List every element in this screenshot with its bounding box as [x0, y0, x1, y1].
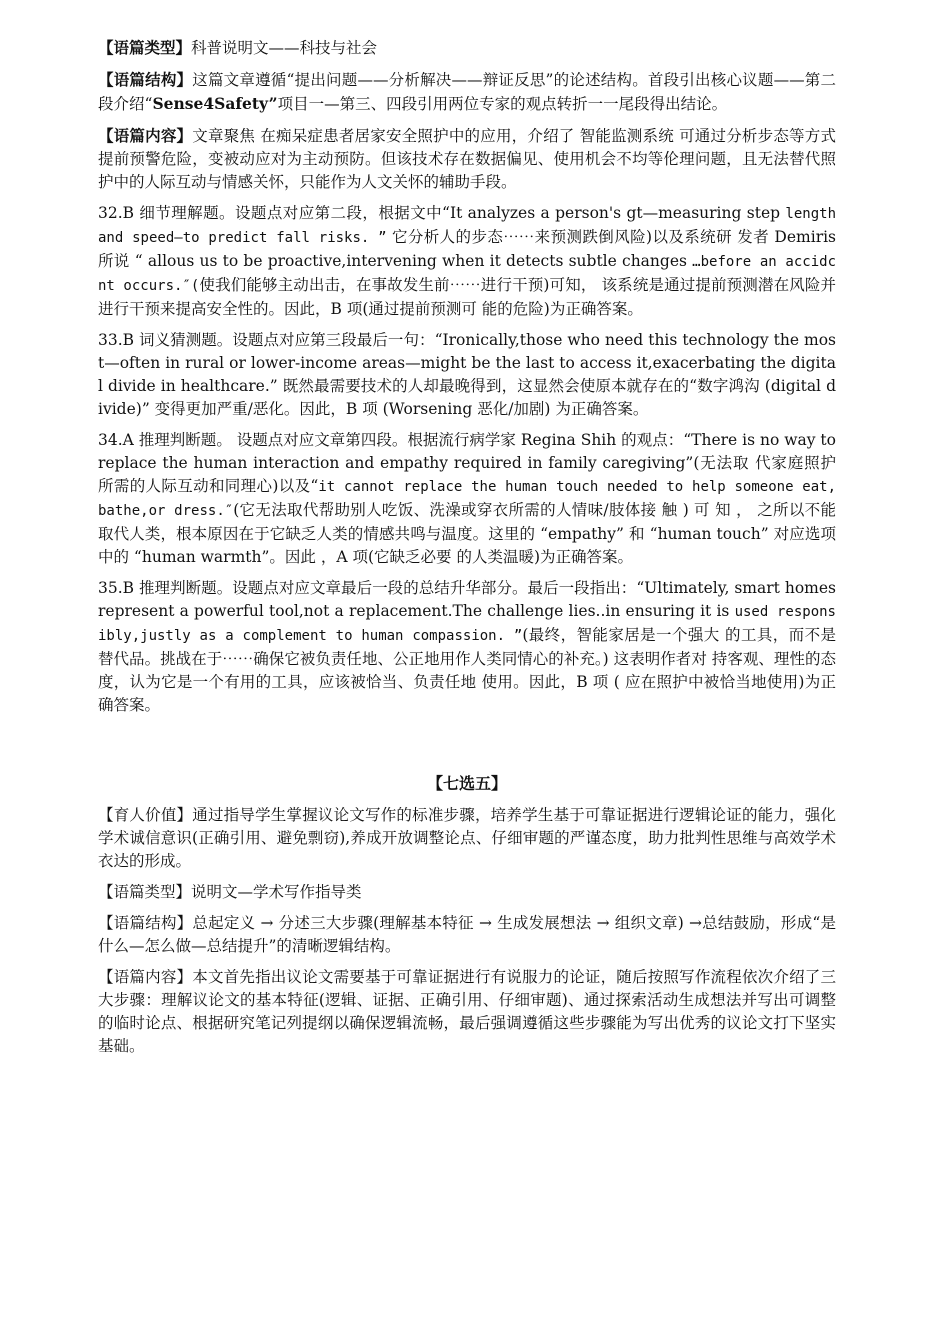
document-page: [98, 36, 836, 1066]
passage-content-2-label: 【语篇内容】: [98, 968, 193, 986]
passage-structure-2-label: 【语篇结构】: [98, 914, 193, 932]
passage-structure-2-paragraph: [98, 912, 836, 958]
answer-35-paragraph: [98, 577, 836, 717]
passage-type-2-paragraph: [98, 881, 836, 904]
answer-33-paragraph: [98, 329, 836, 421]
answer-32-paragraph: [98, 202, 836, 321]
passage-structure-label: 【语篇结构】: [98, 70, 193, 89]
passage-content-2-text: 本文首先指出议论文需要基于可靠证据进行有说服力的论证，随后按照写作流程依次介绍了三大步骤：理解议论文的基本特征(逻辑、证据、正确引用、仔细审题)、通过探索活动生成想法并写出可调整的临时论点、根据研究笔记列提纲以确保逻辑流畅，最后强调遵循这些步骤能为写出优秀的议论文打下坚实基础。: [98, 968, 836, 1055]
passage-content-2-paragraph: [98, 966, 836, 1058]
passage-structure-text-after: 项目一—第三、四段引用两位专家的观点转折一一尾段得出结论。: [277, 95, 728, 113]
educational-value-label: 【育人价值】: [98, 806, 193, 824]
project-name: Sense4Safety”: [152, 94, 278, 113]
answer-35-part2: used responsibly,justly as a complement to human compassion. ”: [98, 604, 836, 644]
answer-34-part2: it cannot replace the human touch needed to help someone eat,bathe,or dress.″: [98, 479, 836, 519]
answer-32-part1: 32.B 细节理解题。设题点对应第二段，根据文中“It analyzes a person's gt—measuring step: [98, 204, 786, 222]
passage-type-2-text: 说明文—学术写作指导类: [191, 883, 362, 901]
passage-content-paragraph: [98, 124, 836, 194]
answer-34-part1: 34.A 推理判断题。 设题点对应文章第四段。根据流行病学家 Regina Shih 的观点：“There is no way to replace the human interaction and empathy required in family caregiving”(无法取 代家庭照护所需的人际互动和同理心)以及“: [98, 431, 836, 495]
answer-32-part4: …before an accidcnt occurs.″(: [98, 254, 836, 294]
passage-content-text: 文章聚焦 在痴呆症患者居家安全照护中的应用，介绍了 智能监测系统 可通过分析步态等方式提前预警危险，变被动应对为主动预防。但该技术存在数据偏见、使用机会不均等伦理问题，且无法替代照护中的人际互动与情感关怀，只能作为人文关怀的辅助手段。: [98, 127, 836, 191]
answer-35-part1: 35.B 推理判断题。设题点对应文章最后一段的总结升华部分。最后一段指出：“Ultimately, smart homes represent a powerful tool,not a replacement.The challenge lies..in ensuring it is: [98, 579, 836, 620]
passage-content-label: 【语篇内容】: [98, 126, 193, 145]
passage-type-paragraph: [98, 36, 836, 60]
section-heading-seven-choose-five: 【七选五】: [426, 774, 507, 793]
answer-32-part3: 它分析人的步态⋯⋯来预测跌倒风险)以及系统研 发者 Demiris 所说 “ allous us to be proactive,intervening when it detects subtle changes: [98, 228, 837, 270]
passage-structure-2-text: 总起定义 → 分述三大步骤(理解基本特征 → 生成发展想法 → 组织文章) →总结鼓励，形成“是什么—怎么做—总结提升”的清晰逻辑结构。: [98, 914, 836, 955]
answer-32-part5: 使我们能够主动出击，在事故发生前⋯⋯进行干预)可知， 该系统是通过提前预测潜在风险并进行干预来提高安全性的。因此，B 项(通过提前预测可 能的危险)为正确答案。: [98, 276, 836, 318]
answer-32-part2: length and speed—to predict fall risks. ”: [98, 206, 836, 246]
educational-value-text: 通过指导学生掌握议论文写作的标准步骤，培养学生基于可靠证据进行逻辑论证的能力，强化学术诚信意识(正确引用、避免剽窃),养成开放调整论点、仔细审题的严谨态度，助力批判性思维与高效学术衣达的形成。: [98, 806, 836, 870]
answer-34-paragraph: [98, 429, 836, 569]
passage-structure-text-before: 这篇文章遵循“提出问题——分析解决——辩证反思”的论述结构。首段引出核心议题——第二段介绍“: [98, 71, 836, 113]
educational-value-paragraph: [98, 804, 836, 873]
passage-type-text: 科普说明文——科技与社会: [191, 39, 378, 57]
answer-33-text: 33.B 词义猜测题。设题点对应第三段最后一句：“Ironically,those who need this technology the most—often in rural or lower-income areas—might be the last to access it,exacerbating the digital divide in healthcare.” 既然最需要技术的人却最晚得到，这显然会使原本就存在的“数字鸿沟 (digital divide)” 变得更加严重/恶化。因此，B 项 (Worsening 恶化/加剧) 为正确答案。: [98, 331, 836, 418]
passage-type-label: 【语篇类型】: [98, 38, 192, 57]
passage-structure-paragraph: [98, 68, 836, 116]
answer-35-part3: (最终，智能家居是一个强大 的工具，而不是替代品。挑战在于⋯⋯确保它被负责任地、公正地用作人类同情心的补充。) 这表明作者对 持客观、理性的态度，认为它是一个有用的工具，应该被恰当、负责任地 使用。因此，B 项 ( 应在照护中被恰当地使用)为正确答案。: [98, 626, 836, 714]
answer-34-part3: (它无法取代帮助别人吃饭、洗澡或穿衣所需的人情味/肢体接 触 ) 可 知 ， 之所以不能取代人类，根本原因在于它缺乏人类的情感共鸣与温度。这里的 “empathy” 和 “human touch” 对应选项中的 “human warmth”。因此 ，A 项(它缺乏必要 的人类温暖)为正确答案。: [98, 501, 836, 566]
passage-type-2-label: 【语篇类型】: [98, 883, 192, 901]
